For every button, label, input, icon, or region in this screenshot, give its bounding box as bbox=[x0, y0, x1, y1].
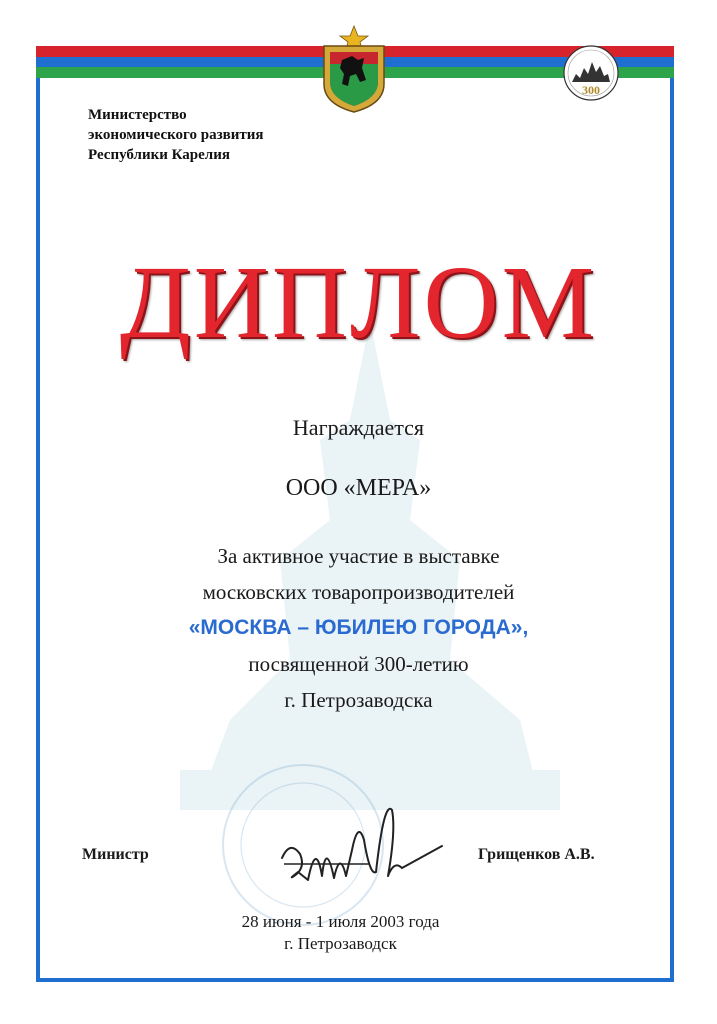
signatory-position: Министр bbox=[82, 846, 149, 863]
reason-line-4: посвященной 300-летию bbox=[248, 652, 469, 676]
ministry-line-1: Министерство bbox=[88, 107, 187, 123]
exhibition-name: «МОСКВА – ЮБИЛЕЮ ГОРОДА», bbox=[188, 616, 529, 639]
recipient-name: ООО «МЕРА» bbox=[285, 475, 432, 501]
date-range: 28 июня - 1 июля 2003 года bbox=[241, 912, 440, 931]
karelia-coat-of-arms-icon bbox=[318, 24, 390, 114]
signature-icon bbox=[260, 780, 460, 910]
ministry-name bbox=[88, 105, 263, 165]
ministry-line-2: экономического развития bbox=[88, 127, 264, 143]
awarded-label: Награждается bbox=[292, 415, 425, 440]
petrozavodsk-300-logo-icon bbox=[562, 44, 620, 102]
svg-text:300: 300 bbox=[582, 83, 600, 97]
signatory-name: Грищенков А.В. bbox=[478, 846, 595, 863]
award-reason bbox=[0, 538, 717, 718]
event-city: г. Петрозаводск bbox=[284, 934, 397, 953]
event-dates bbox=[0, 911, 717, 955]
reason-line-2: московских товаропроизводителей bbox=[202, 580, 515, 604]
diploma-title: ДИПЛОМ bbox=[119, 245, 598, 360]
reason-line-5: г. Петрозаводска bbox=[284, 688, 433, 712]
ministry-line-3: Республики Карелия bbox=[88, 147, 230, 163]
reason-line-1: За активное участие в выставке bbox=[217, 544, 500, 568]
